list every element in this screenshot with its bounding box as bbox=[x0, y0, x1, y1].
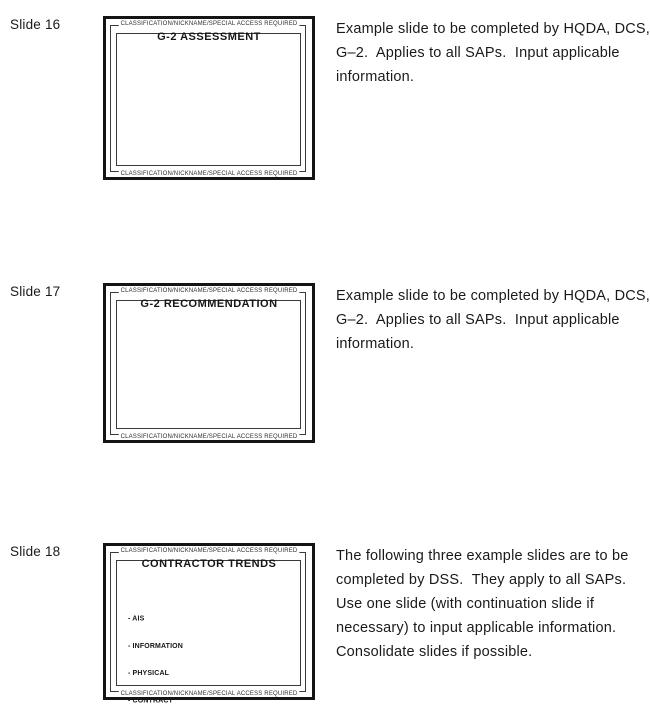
slide-thumbnail bbox=[103, 543, 315, 705]
bullet-item: - CONTRACT bbox=[128, 696, 173, 705]
description-line: necessary) to input applicable information. bbox=[336, 620, 617, 636]
slide-label: Slide 16 bbox=[10, 17, 61, 32]
slide-description bbox=[336, 17, 650, 89]
description-line: Consolidate slides if possible. bbox=[336, 644, 533, 660]
slide-label: Slide 18 bbox=[10, 544, 61, 559]
slide-description bbox=[336, 284, 650, 356]
classification-banner-bottom: CLASSIFICATION/NICKNAME/SPECIAL ACCESS REQUIRED bbox=[120, 170, 298, 177]
slide-thumbnail bbox=[103, 16, 315, 180]
classification-banner-top: CLASSIFICATION/NICKNAME/SPECIAL ACCESS REQUIRED bbox=[120, 547, 298, 554]
description-line: Use one slide (with continuation slide if bbox=[336, 596, 595, 612]
slide-row-17 bbox=[0, 283, 650, 449]
slide-row-16 bbox=[0, 16, 650, 186]
bullet-item: - PHYSICAL bbox=[128, 669, 170, 678]
slide-title: G-2 ASSESSMENT bbox=[157, 31, 261, 43]
slide-inner-frame bbox=[116, 300, 301, 429]
bullet-item: - AIS bbox=[128, 614, 145, 623]
classification-banner-top: CLASSIFICATION/NICKNAME/SPECIAL ACCESS REQUIRED bbox=[120, 20, 298, 27]
slide-label: Slide 17 bbox=[10, 284, 61, 299]
description-line: G–2. Applies to all SAPs. Input applicable bbox=[336, 312, 620, 328]
slide-title: CONTRACTOR TRENDS bbox=[141, 558, 277, 570]
description-line: The following three example slides are to be bbox=[336, 548, 629, 564]
bullet-item: - INFORMATION bbox=[128, 642, 183, 650]
classification-banner-top: CLASSIFICATION/NICKNAME/SPECIAL ACCESS REQUIRED bbox=[120, 287, 298, 294]
description-line: information. bbox=[336, 69, 415, 85]
slide-thumbnail bbox=[103, 283, 315, 443]
description-line: Example slide to be completed by HQDA, DCS, bbox=[336, 288, 650, 304]
description-line: G–2. Applies to all SAPs. Input applicable bbox=[336, 45, 620, 61]
slide-inner-frame bbox=[116, 33, 301, 166]
classification-banner-bottom: CLASSIFICATION/NICKNAME/SPECIAL ACCESS REQUIRED bbox=[120, 690, 298, 697]
slide-description bbox=[336, 544, 646, 664]
slide-row-18 bbox=[0, 543, 650, 705]
classification-banner-bottom: CLASSIFICATION/NICKNAME/SPECIAL ACCESS REQUIRED bbox=[120, 433, 298, 440]
description-line: Example slide to be completed by HQDA, DCS, bbox=[336, 21, 650, 37]
description-line: information. bbox=[336, 336, 415, 352]
description-line: completed by DSS. They apply to all SAPs. bbox=[336, 572, 627, 588]
slide-title: G-2 RECOMMENDATION bbox=[140, 298, 278, 310]
